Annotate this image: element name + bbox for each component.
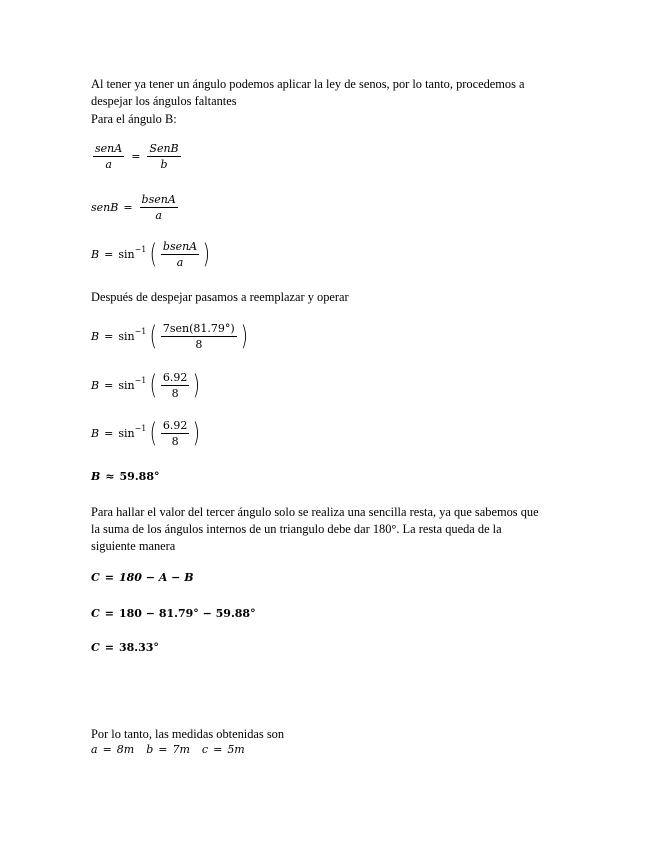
lhs: C (91, 641, 100, 654)
denominator: a (155, 209, 162, 222)
numerator: 6.92 (162, 419, 188, 432)
lhs: B (91, 330, 100, 343)
third-angle-line-3: siguiente manera (91, 539, 176, 553)
numerator: 6.92 (162, 371, 188, 384)
exponent: −1 (134, 424, 147, 433)
right-paren: ) (240, 321, 248, 352)
fraction (161, 322, 237, 351)
function-name: sin (118, 427, 135, 440)
right-paren: ) (202, 239, 211, 270)
function-name: sin (118, 379, 135, 392)
fraction (161, 419, 190, 448)
exponent: −1 (134, 245, 147, 254)
equation-B-result (91, 470, 159, 483)
equation-C-result (91, 641, 159, 654)
equation-senB (91, 193, 180, 222)
equals-sign: = (102, 743, 112, 756)
equation-C-formula (91, 571, 194, 584)
equals-sign: = (158, 743, 168, 756)
rhs: 38.33° (118, 641, 159, 654)
third-angle-line-2: la suma de los ángulos internos de un triangulo debe dar 180°. La resta queda de la (91, 522, 502, 536)
numerator: senA (95, 142, 123, 155)
result-value: 59.88° (119, 470, 160, 483)
equals-sign: = (104, 641, 114, 654)
equals-sign: = (131, 150, 141, 163)
right-paren: ) (192, 370, 201, 401)
lhs: B (91, 248, 100, 261)
lhs: B (91, 470, 101, 483)
fraction (161, 240, 199, 269)
numerator: 7sen(81.79°) (162, 322, 235, 335)
equals-sign: = (104, 330, 114, 343)
numerator: bsenA (141, 193, 176, 206)
equation-C-substituted (91, 607, 256, 620)
left-paren: ( (149, 321, 158, 352)
denominator: a (176, 256, 184, 269)
equation-B-numeric-2 (91, 419, 202, 448)
right-paren: ) (192, 418, 201, 449)
fraction (140, 193, 178, 222)
side-c-value: 5m (227, 743, 245, 756)
conclusion-text: Por lo tanto, las medidas obtenidas son (91, 727, 285, 741)
side-c-label: c (201, 743, 209, 756)
exponent: −1 (134, 327, 147, 336)
fraction-right (147, 142, 180, 171)
exponent: −1 (134, 376, 147, 385)
fraction-left (93, 142, 124, 171)
side-b-label: b (146, 743, 154, 756)
numerator: bsenA (162, 240, 198, 253)
numerator: SenB (149, 142, 179, 155)
denominator: a (105, 158, 112, 171)
lhs: senB (91, 201, 119, 214)
side-a-label: a (91, 743, 98, 756)
denominator: b (160, 158, 168, 171)
function-name: sin (118, 330, 135, 343)
left-paren: ( (149, 239, 158, 270)
equals-sign: = (104, 379, 114, 392)
intro-line-1: Al tener ya tener un ángulo podemos aplicar la ley de senos, por lo tanto, procedemos a (91, 77, 525, 91)
left-paren: ( (149, 418, 158, 449)
left-paren: ( (149, 370, 158, 401)
rhs: 180 − 81.79° − 59.88° (118, 607, 256, 620)
side-b-value: 7m (172, 743, 190, 756)
lhs: B (91, 379, 100, 392)
rhs: 180 − A − B (118, 571, 194, 584)
equation-law-of-sines (91, 142, 183, 171)
denominator: 8 (195, 338, 203, 351)
equals-sign: = (123, 201, 133, 214)
equals-sign: = (104, 607, 114, 620)
intro-line-2: despejar los ángulos faltantes (91, 94, 237, 108)
equation-B-numeric-1 (91, 371, 202, 400)
function-name: sin (118, 248, 135, 261)
fraction (161, 371, 190, 400)
equation-B-arcsin (91, 240, 212, 269)
lhs: C (91, 607, 100, 620)
side-a-value: 8m (116, 743, 135, 756)
equation-B-substituted (91, 322, 249, 351)
lhs: B (91, 427, 100, 440)
equals-sign: = (104, 248, 114, 261)
step-text: Después de despejar pasamos a reemplazar y operar (91, 290, 349, 304)
equals-sign: = (213, 743, 223, 756)
approx-sign: ≈ (105, 470, 115, 483)
denominator: 8 (171, 387, 179, 400)
intro-line-3: Para el ángulo B: (91, 112, 177, 126)
equation-side-lengths (91, 743, 245, 756)
third-angle-line-1: Para hallar el valor del tercer ángulo solo se realiza una sencilla resta, ya que sabemos que (91, 505, 539, 519)
lhs: C (91, 571, 100, 584)
equals-sign: = (104, 571, 114, 584)
denominator: 8 (171, 435, 179, 448)
equals-sign: = (104, 427, 114, 440)
